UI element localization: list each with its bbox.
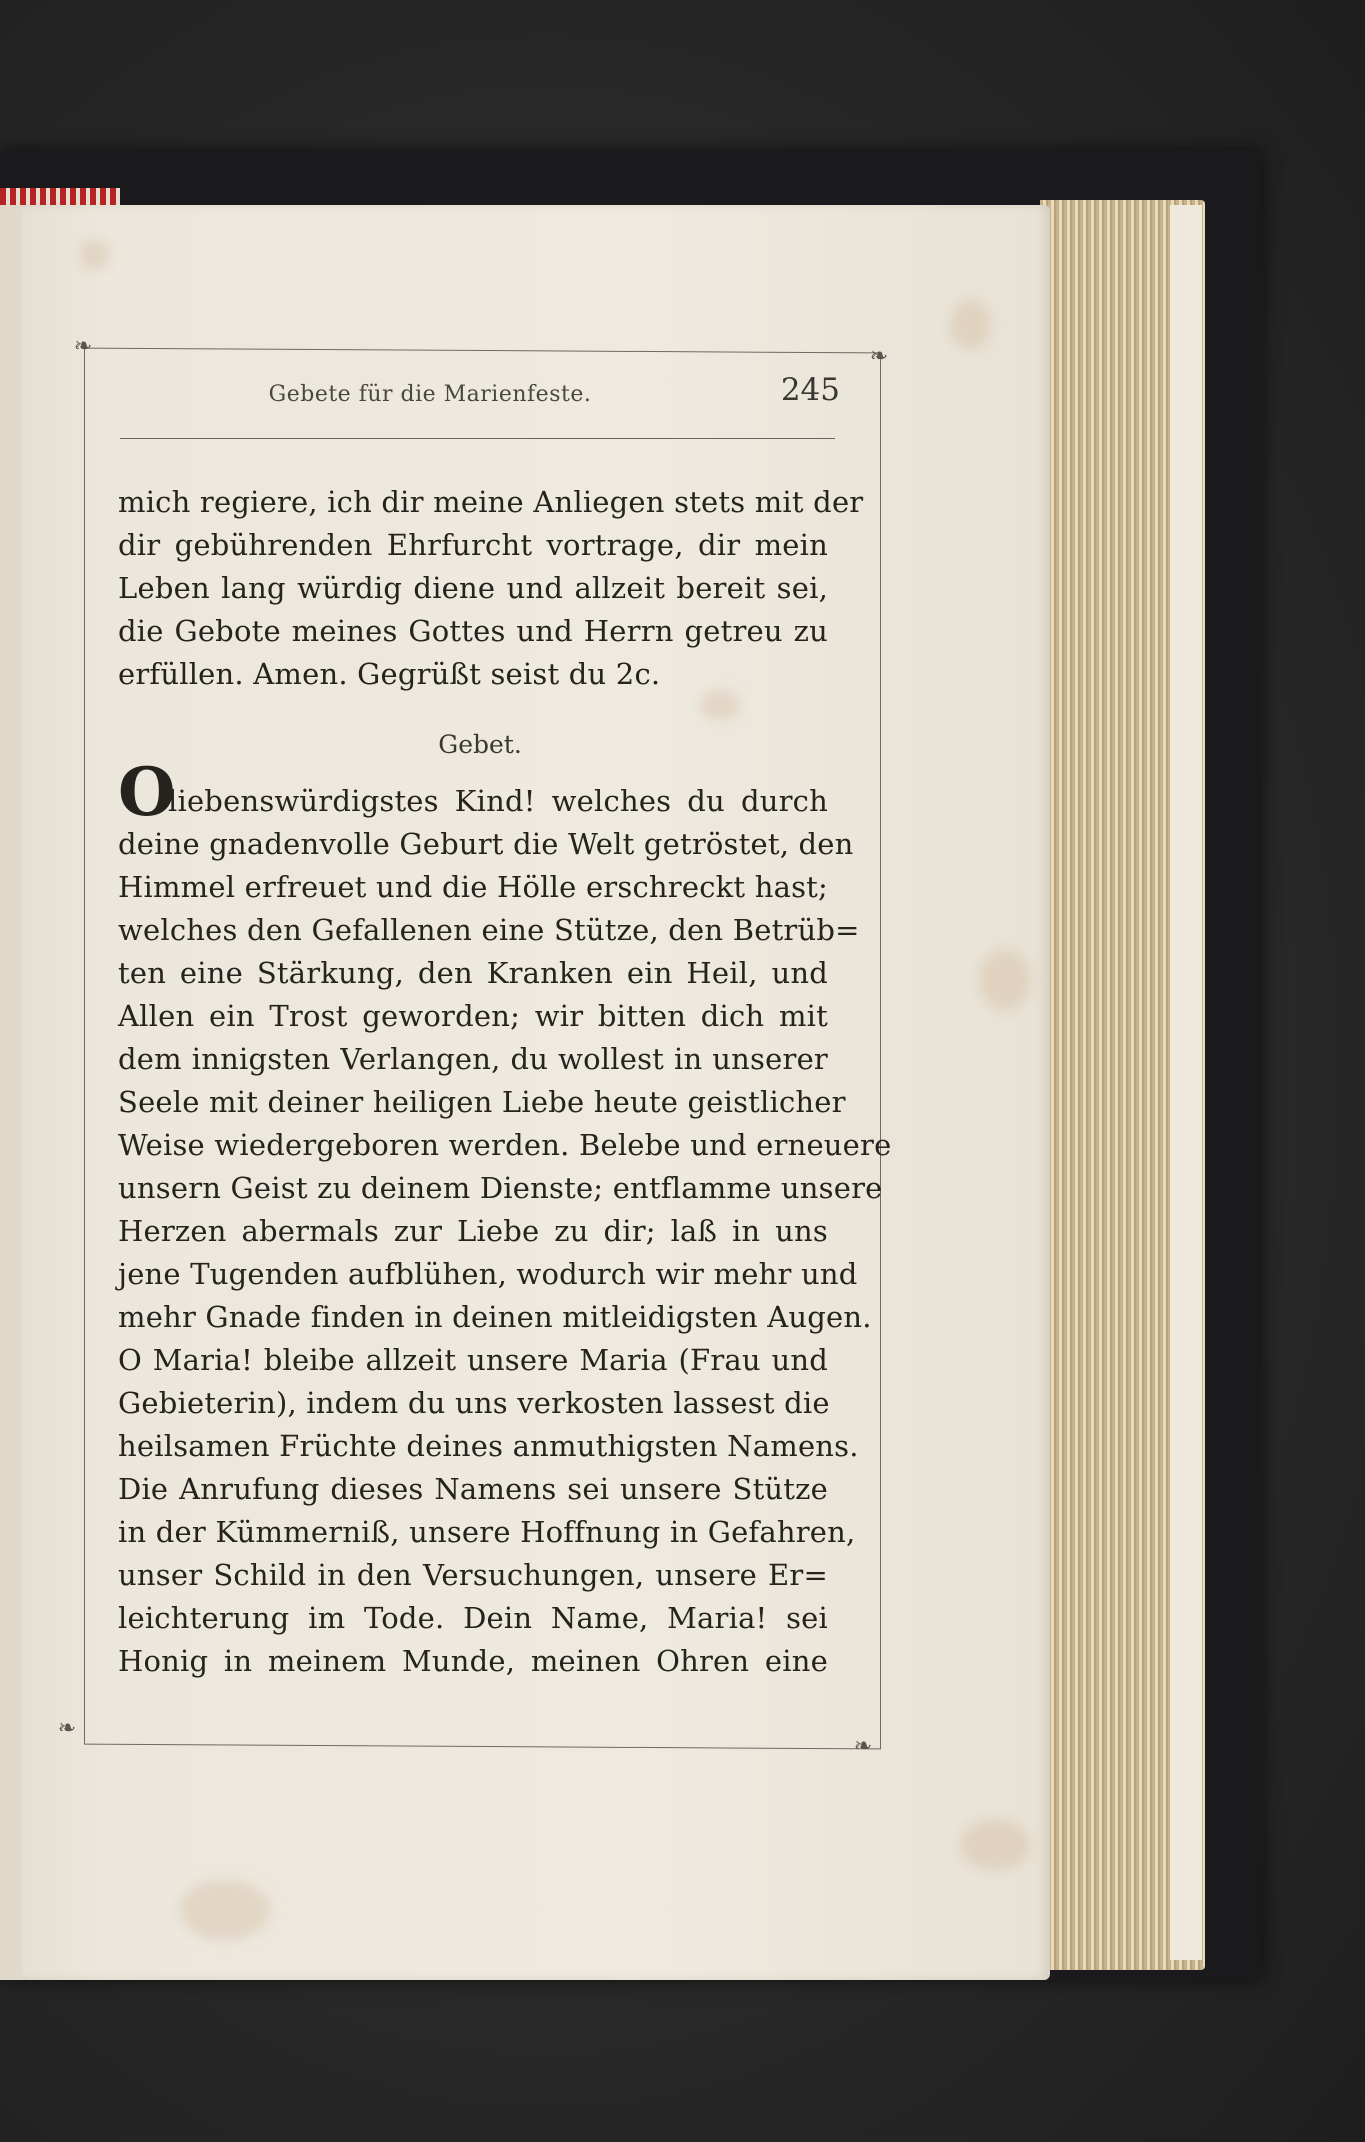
corner-ornament-top-right: ❧: [869, 344, 889, 369]
running-head: Gebete für die Marienfeste.: [268, 382, 592, 407]
foxing-spot: [960, 1820, 1030, 1870]
text-line: Die Anrufung dieses Namens sei unsere Stütze: [118, 1472, 828, 1506]
header-rule: [120, 438, 835, 439]
text-line: liebenswürdigstes Kind! welches du durch: [168, 784, 828, 818]
text-line: Honig in meinem Munde, meinen Ohren eine: [118, 1644, 828, 1678]
text-line: Gebieterin), indem du uns verkosten lassest die: [118, 1386, 830, 1420]
text-line: heilsamen Früchte deines anmuthigsten Namens.: [118, 1429, 859, 1463]
text-line: erfüllen. Amen. Gegrüßt seist du 2c.: [118, 657, 661, 691]
text-line: deine gnadenvolle Geburt die Welt getröstet, den: [118, 827, 854, 861]
page-number: 245: [780, 372, 840, 408]
text-line: dem innigsten Verlangen, du wollest in unserer: [118, 1042, 828, 1076]
text-line: in der Kümmerniß, unsere Hoffnung in Gefahren,: [118, 1515, 856, 1549]
prayer-heading: Gebet.: [438, 730, 522, 759]
text-line: Seele mit deiner heiligen Liebe heute geistlicher: [118, 1085, 846, 1119]
text-line: mehr Gnade finden in deinen mitleidigsten Augen.: [118, 1300, 872, 1334]
foxing-spot: [180, 1880, 270, 1940]
text-line: mich regiere, ich dir meine Anliegen stets mit der: [118, 485, 864, 519]
foxing-spot: [980, 950, 1030, 1010]
text-line: unsern Geist zu deinem Dienste; entflamme unsere: [118, 1171, 883, 1205]
text-line: Leben lang würdig diene und allzeit bereit sei,: [118, 571, 828, 605]
corner-ornament-bottom-right: ❧: [853, 1734, 873, 1759]
text-line: ten eine Stärkung, den Kranken ein Heil, und: [118, 956, 828, 990]
foxing-spot: [80, 240, 110, 270]
text-line: Himmel erfreuet und die Hölle erschreckt hast;: [118, 870, 828, 904]
text-line: welches den Gefallenen eine Stütze, den Betrüb=: [118, 913, 860, 947]
text-line: die Gebote meines Gottes und Herrn getreu zu: [118, 614, 828, 648]
text-line: Herzen abermals zur Liebe zu dir; laß in uns: [118, 1214, 828, 1248]
text-line: Allen ein Trost geworden; wir bitten dich mit: [118, 999, 828, 1033]
drop-cap-initial: O: [118, 753, 176, 831]
text-line: leichterung im Tode. Dein Name, Maria! sei: [118, 1601, 828, 1635]
text-line: O Maria! bleibe allzeit unsere Maria (Frau und: [118, 1343, 828, 1377]
corner-ornament-bottom-left: ❧: [57, 1716, 77, 1741]
text-line: jene Tugenden aufblühen, wodurch wir mehr und: [118, 1257, 858, 1291]
text-line: dir gebührenden Ehrfurcht vortrage, dir mein: [118, 528, 828, 562]
page-edge-highlight: [1170, 205, 1202, 1960]
text-line: Weise wiedergeboren werden. Belebe und erneuere: [118, 1128, 892, 1162]
foxing-spot: [950, 300, 990, 350]
book-headband: [0, 188, 120, 206]
text-line: unser Schild in den Versuchungen, unsere Er=: [118, 1558, 828, 1592]
corner-ornament-top-left: ❧: [73, 334, 93, 359]
